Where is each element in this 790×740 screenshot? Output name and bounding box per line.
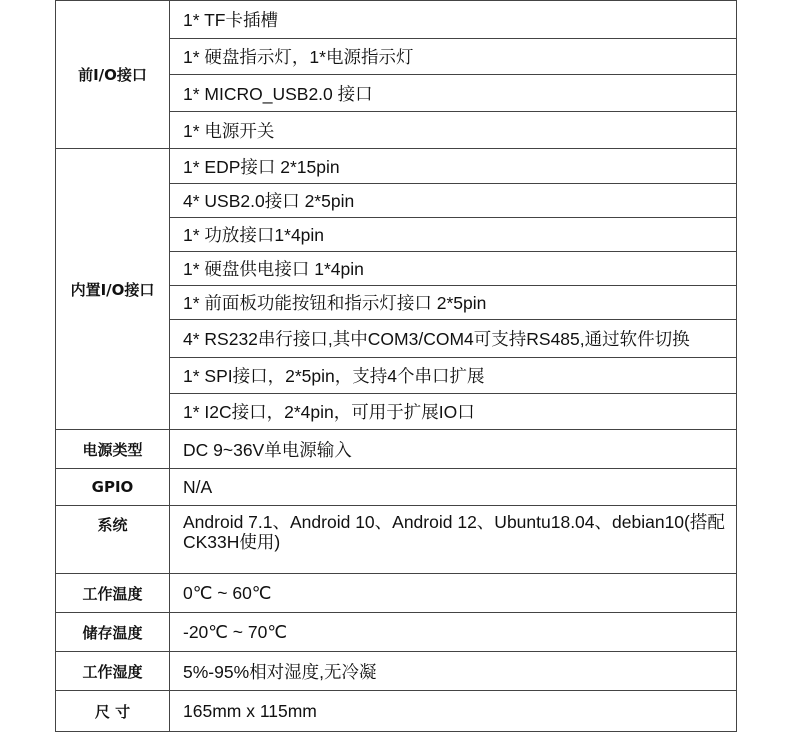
table-row <box>56 430 737 469</box>
internal-io-item: 1* 前面板功能按钮和指示灯接口 2*5pin <box>170 286 737 320</box>
table-row <box>56 1 737 39</box>
table-row <box>56 691 737 732</box>
table-row <box>56 149 737 184</box>
internal-io-item: 1* 硬盘供电接口 1*4pin <box>170 252 737 286</box>
table-row <box>56 469 737 506</box>
size-value: 165mm x 115mm <box>170 691 737 732</box>
table-row <box>56 574 737 613</box>
internal-io-label: 内置I/O接口 <box>56 149 170 430</box>
power-label: 电源类型 <box>56 430 170 469</box>
internal-io-item: 4* USB2.0接口 2*5pin <box>170 184 737 218</box>
front-io-item: 1* 电源开关 <box>170 112 737 149</box>
power-value: DC 9~36V单电源输入 <box>170 430 737 469</box>
system-value: Android 7.1、Android 10、Android 12、Ubuntu18.04、debian10(搭配CK33H使用) <box>170 506 737 574</box>
internal-io-item: 1* 功放接口1*4pin <box>170 218 737 252</box>
op-humidity-label: 工作湿度 <box>56 652 170 691</box>
table-row <box>56 652 737 691</box>
internal-io-item: 4* RS232串行接口,其中COM3/COM4可支持RS485,通过软件切换 <box>170 320 737 358</box>
front-io-item: 1* MICRO_USB2.0 接口 <box>170 75 737 112</box>
internal-io-item: 1* SPI接口，2*5pin，支持4个串口扩展 <box>170 358 737 394</box>
op-temp-value: 0℃ ~ 60℃ <box>170 574 737 613</box>
spec-table <box>55 0 737 732</box>
table-row <box>56 613 737 652</box>
gpio-value: N/A <box>170 469 737 506</box>
system-label: 系统 <box>56 506 170 574</box>
op-humidity-value: 5%-95%相对湿度,无冷凝 <box>170 652 737 691</box>
size-label: 尺 寸 <box>56 691 170 732</box>
table-row <box>56 506 737 574</box>
internal-io-item: 1* I2C接口，2*4pin，可用于扩展IO口 <box>170 394 737 430</box>
op-temp-label: 工作温度 <box>56 574 170 613</box>
gpio-label: GPIO <box>56 469 170 506</box>
storage-temp-value: -20℃ ~ 70℃ <box>170 613 737 652</box>
front-io-item: 1* TF卡插槽 <box>170 1 737 39</box>
internal-io-item: 1* EDP接口 2*15pin <box>170 149 737 184</box>
front-io-label: 前I/O接口 <box>56 1 170 149</box>
front-io-item: 1* 硬盘指示灯，1*电源指示灯 <box>170 39 737 75</box>
storage-temp-label: 储存温度 <box>56 613 170 652</box>
